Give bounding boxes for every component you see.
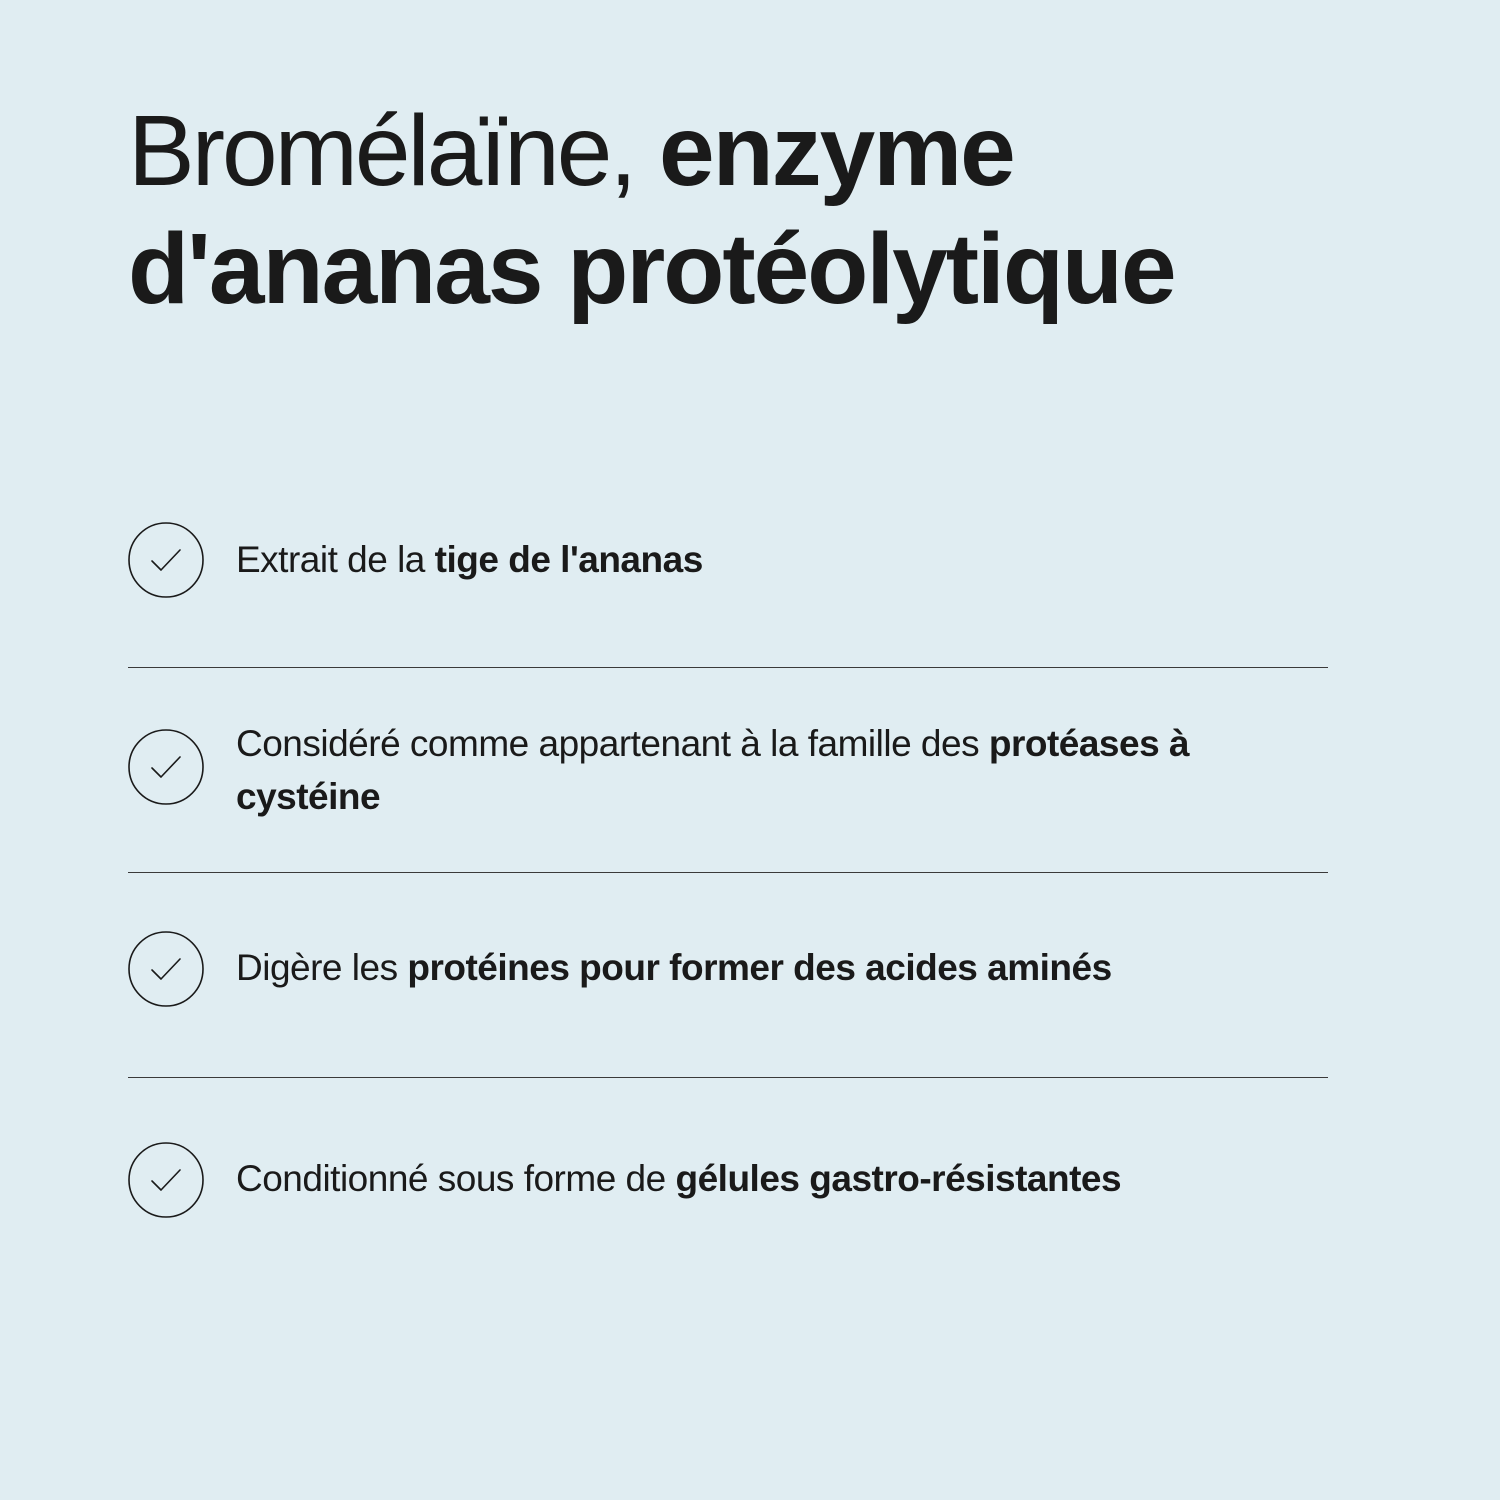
feature-text-regular: Considéré comme appartenant à la famille des xyxy=(236,723,989,764)
check-circle-icon xyxy=(128,1142,204,1218)
check-circle-icon xyxy=(128,522,204,598)
feature-text xyxy=(236,717,1336,823)
feature-text-bold: protéases à cystéine xyxy=(236,723,1190,817)
feature-text-bold: tige de l'ananas xyxy=(434,539,703,580)
feature-text xyxy=(236,941,1336,994)
feature-text-bold: gélules gastro-résistantes xyxy=(675,1158,1122,1199)
page-title xyxy=(128,92,1388,328)
feature-text-regular: Digère les xyxy=(236,947,408,988)
feature-text xyxy=(236,533,1336,586)
divider xyxy=(128,667,1328,668)
divider xyxy=(128,872,1328,873)
feature-text-bold: protéines pour former des acides aminés xyxy=(407,947,1112,988)
feature-text-regular: Conditionné sous forme de xyxy=(236,1158,676,1199)
divider xyxy=(128,1077,1328,1078)
title-bold-line1: enzyme xyxy=(658,95,1014,207)
feature-text-regular: Extrait de la xyxy=(236,539,435,580)
check-circle-icon xyxy=(128,931,204,1007)
title-bold-line2: d'ananas protéolytique xyxy=(128,213,1175,325)
title-regular: Bromélaïne, xyxy=(128,95,659,207)
check-circle-icon xyxy=(128,729,204,805)
feature-text xyxy=(236,1152,1336,1205)
